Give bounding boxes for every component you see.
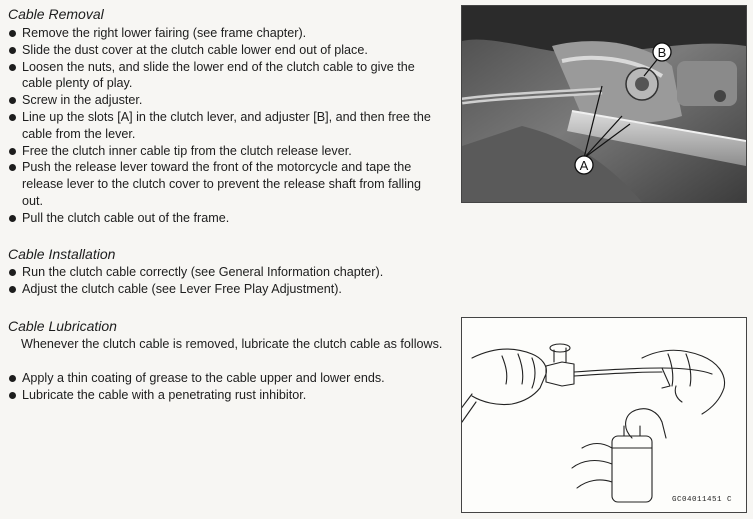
cable-installation-steps	[8, 264, 444, 298]
list-item: Free the clutch inner cable tip from the clutch release lever.	[8, 143, 444, 160]
cable-lubrication-intro: Whenever the clutch cable is removed, lubricate the clutch cable as follows.	[21, 337, 443, 351]
list-item: Line up the slots [A] in the clutch lever, and adjuster [B], and then free the cable from the lever.	[8, 109, 444, 143]
list-item: Push the release lever toward the front of the motorcycle and tape the release lever to the clutch cover to prevent the release shaft from falling out.	[8, 159, 444, 209]
list-item: Apply a thin coating of grease to the cable upper and lower ends.	[8, 370, 444, 387]
callout-a-label: A	[579, 158, 589, 173]
lubrication-drawing	[462, 318, 746, 512]
cable-removal-title: Cable Removal	[8, 6, 104, 22]
list-item: Pull the clutch cable out of the frame.	[8, 210, 444, 227]
list-item: Slide the dust cover at the clutch cable lower end out of place.	[8, 42, 444, 59]
figure-code: GC04011451 C	[671, 496, 732, 504]
cable-lubrication-illustration	[461, 317, 747, 513]
clutch-lever-illustration	[462, 6, 746, 202]
cable-installation-title: Cable Installation	[8, 246, 116, 262]
cable-removal-steps	[8, 25, 444, 227]
cable-lubrication-title: Cable Lubrication	[8, 318, 117, 334]
list-item: Lubricate the cable with a penetrating rust inhibitor.	[8, 387, 444, 404]
list-item: Remove the right lower fairing (see frame chapter).	[8, 25, 444, 42]
list-item: Adjust the clutch cable (see Lever Free Play Adjustment).	[8, 281, 444, 298]
list-item: Loosen the nuts, and slide the lower end of the clutch cable to give the cable plenty of play.	[8, 59, 444, 93]
cable-lubrication-steps	[8, 370, 444, 404]
callout-b-label: B	[657, 45, 667, 60]
clutch-lever-photo	[461, 5, 747, 203]
list-item: Screw in the adjuster.	[8, 92, 444, 109]
list-item: Run the clutch cable correctly (see General Information chapter).	[8, 264, 444, 281]
